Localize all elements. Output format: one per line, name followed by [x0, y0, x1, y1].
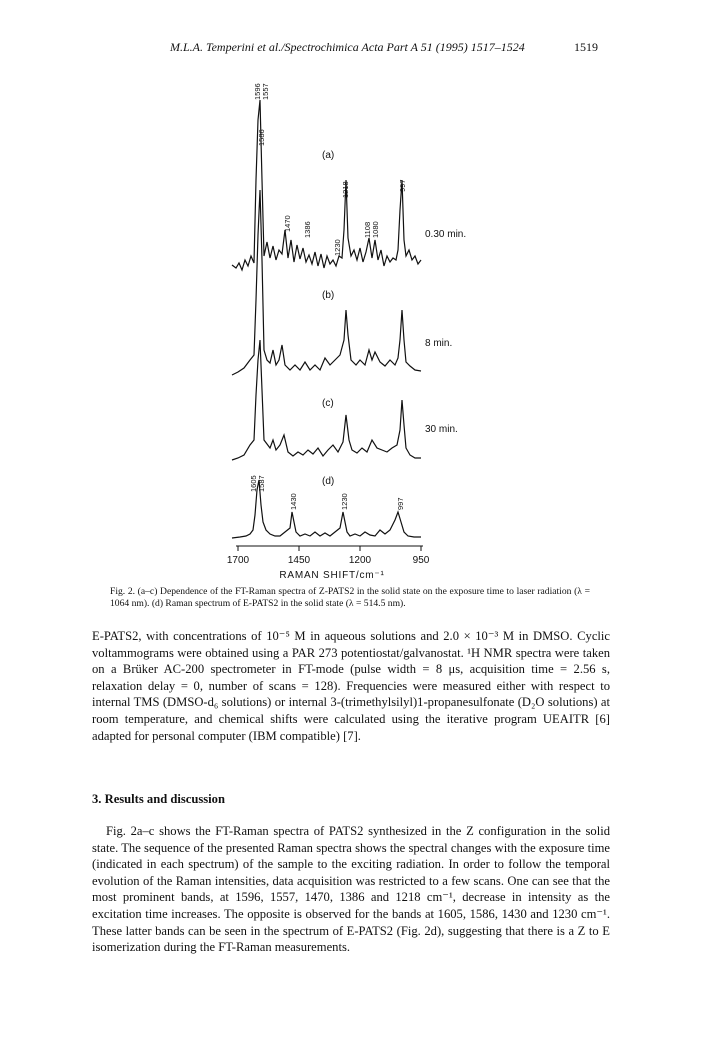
- time-label-a: 0.30 min.: [425, 229, 467, 240]
- page-header: [0, 40, 701, 60]
- spectrum-a: [232, 100, 421, 270]
- para1-line5: Frequencies were measured either with respect to internal TMS (DMSO-d₆ solutions) or: [92, 678, 610, 710]
- para1-line1: E-PATS2, with concentrations of 10⁻⁵ M in aqueous solutions and 2.0 × 10⁻³ M in: [92, 629, 529, 643]
- panel-label-c: (c): [322, 398, 334, 409]
- peak-label-1470: 1470: [283, 215, 292, 232]
- para1-line3: ¹H NMR spectra were taken on a Brüker AC-200 spectrometer in FT-mode (pulse: [92, 645, 610, 677]
- x-axis-label: RAMAN SHIFT/cm⁻¹: [279, 570, 385, 580]
- panel-label-b: (b): [322, 290, 335, 301]
- figure-caption: Fig. 2. (a–c) Dependence of the FT-Raman spectra of Z-PATS2 in the solid state on the exposure time to laser radiation (λ = 1064 nm). (d) Raman spectrum of E-PATS2 in the solid state (λ = 514.5 nm).: [110, 586, 590, 609]
- para1-line6: internal 3-(trimethylsilyl)1-propanesulfonate (D₂O solutions) at room temperature, and: [92, 695, 610, 726]
- para1-line8: personal computer (IBM compatible) [7].: [152, 728, 361, 743]
- panel-label-d: (d): [322, 476, 335, 487]
- peak-label-1605: 1605: [249, 475, 258, 492]
- methods-paragraph: [92, 628, 610, 744]
- peak-label-1108: 1108: [363, 221, 372, 238]
- peak-label-1218: 1218: [341, 181, 350, 198]
- section-heading: 3. Results and discussion: [92, 792, 225, 806]
- peak-label-997-d: 997: [396, 497, 405, 510]
- peak-label-1557: 1557: [261, 83, 270, 100]
- para1-line2: DMSO. Cyclic voltammograms were obtained using a PAR 273 potentiostat/galvanostat.: [92, 629, 611, 660]
- peak-label-1386: 1386: [303, 221, 312, 238]
- para1-line7: chemical shifts were calculated using the iterative program UEAITR [6] adapted for: [92, 711, 610, 743]
- peak-label-997: 997: [398, 179, 407, 192]
- peak-label-1587: 1587: [257, 475, 266, 492]
- x-tick-label-1200: 1200: [348, 555, 372, 566]
- peak-label-1230: 1230: [333, 239, 342, 256]
- peak-label-1596: 1596: [253, 83, 262, 100]
- running-head: M.L.A. Temperini et al./Spectrochimica Acta Part A 51 (1995) 1517–1524: [170, 40, 525, 54]
- peak-label-1080: 1080: [371, 221, 380, 238]
- raman-spectra-figure: [0, 60, 701, 580]
- peak-label-1430: 1430: [289, 493, 298, 510]
- page-number: 1519: [574, 40, 598, 54]
- x-tick-label-950: 950: [412, 555, 430, 566]
- time-label-b: 8 min.: [425, 338, 453, 349]
- peak-label-1230-d: 1230: [340, 493, 349, 510]
- para1-line4: width = 8 μs, acquisition time = 2.56 s, relaxation delay = 0, number of scans = 128).: [92, 662, 610, 693]
- peak-label-1586: 1586: [257, 129, 266, 146]
- x-tick-label-1700: 1700: [226, 555, 250, 566]
- results-paragraph: Fig. 2a–c shows the FT-Raman spectra of PATS2 synthesized in the Z configuration in the solid state. The sequence of the presented Raman spectra shows the spectral changes with the exposure time (indicated in each spectrum) of the sample to the exciting radiation. In order to follow the temporal evolution of the Raman intensities, data acquisition was restricted to a few scans. One can see that the most prominent bands, at 1596, 1557, 1470, 1386 and 1218 cm⁻¹, decrease in intensity as the excitation time increases. The opposite is observed for the bands at 1605, 1586, 1430 and 1230 cm⁻¹. These latter bands can be seen in the spectrum of E-PATS2 (Fig. 2d), suggesting that there is a Z to E isomerization during the FT-Raman measurements.: [92, 824, 610, 955]
- panel-label-a: (a): [322, 150, 335, 161]
- x-tick-label-1450: 1450: [287, 555, 311, 566]
- time-label-c: 30 min.: [425, 424, 458, 435]
